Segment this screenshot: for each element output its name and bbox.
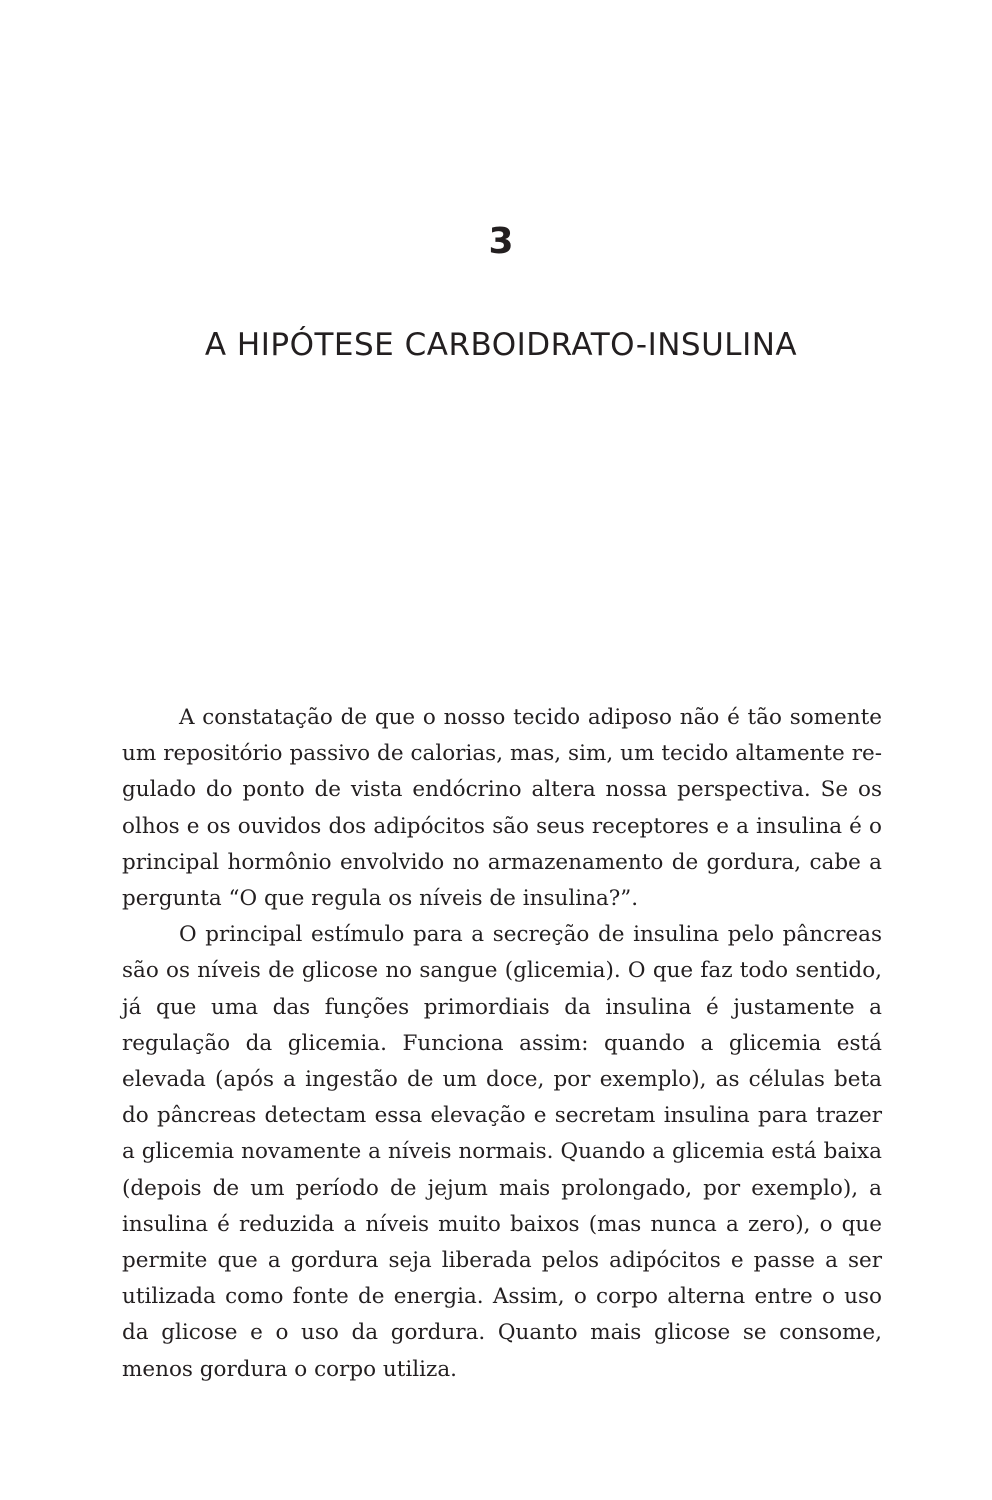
chapter-title: A HIPÓTESE CARBOIDRATO-INSULINA — [204, 327, 798, 363]
chapter-number: 3 — [488, 221, 514, 262]
body-text — [122, 700, 882, 1388]
paragraph: O principal estímulo para a secreção de insulina pelo pâncreas são os níveis de glicose no sangue (glicemia). O que faz todo sentido, já que uma das funções primordiais da insulina é justamente a regulação da glicemia. Funciona assim: quando a glicemia está elevada (após a ingestão de um doce, por exemplo), as células beta do pâncreas detectam essa elevação e secretam insulina para trazer a glicemia novamente a níveis normais. Quando a glicemia está baixa (depois de um período de jejum mais prolongado, por exemplo), a insulina é reduzida a níveis muito baixos (mas nunca a zero), o que permite que a gordura seja liberada pelos adipócitos e passe a ser utilizada como fonte de energia. Assim, o corpo alterna entre o uso da glicose e o uso da gordura. Quanto mais glicose se consome, menos gordura o corpo utiliza. — [122, 922, 882, 1382]
paragraph: A constatação de que o nosso tecido adiposo não é tão somente um repositório passivo de calorias, mas, sim, um tecido altamente regulado do ponto de vista endócrino altera nossa perspectiva. Se os olhos e os ouvidos dos adipócitos são seus receptores e a insulina é o principal hormônio envolvido no armazenamento de gordura, cabe a pergunta “O que regula os níveis de insulina?”. — [122, 705, 882, 912]
